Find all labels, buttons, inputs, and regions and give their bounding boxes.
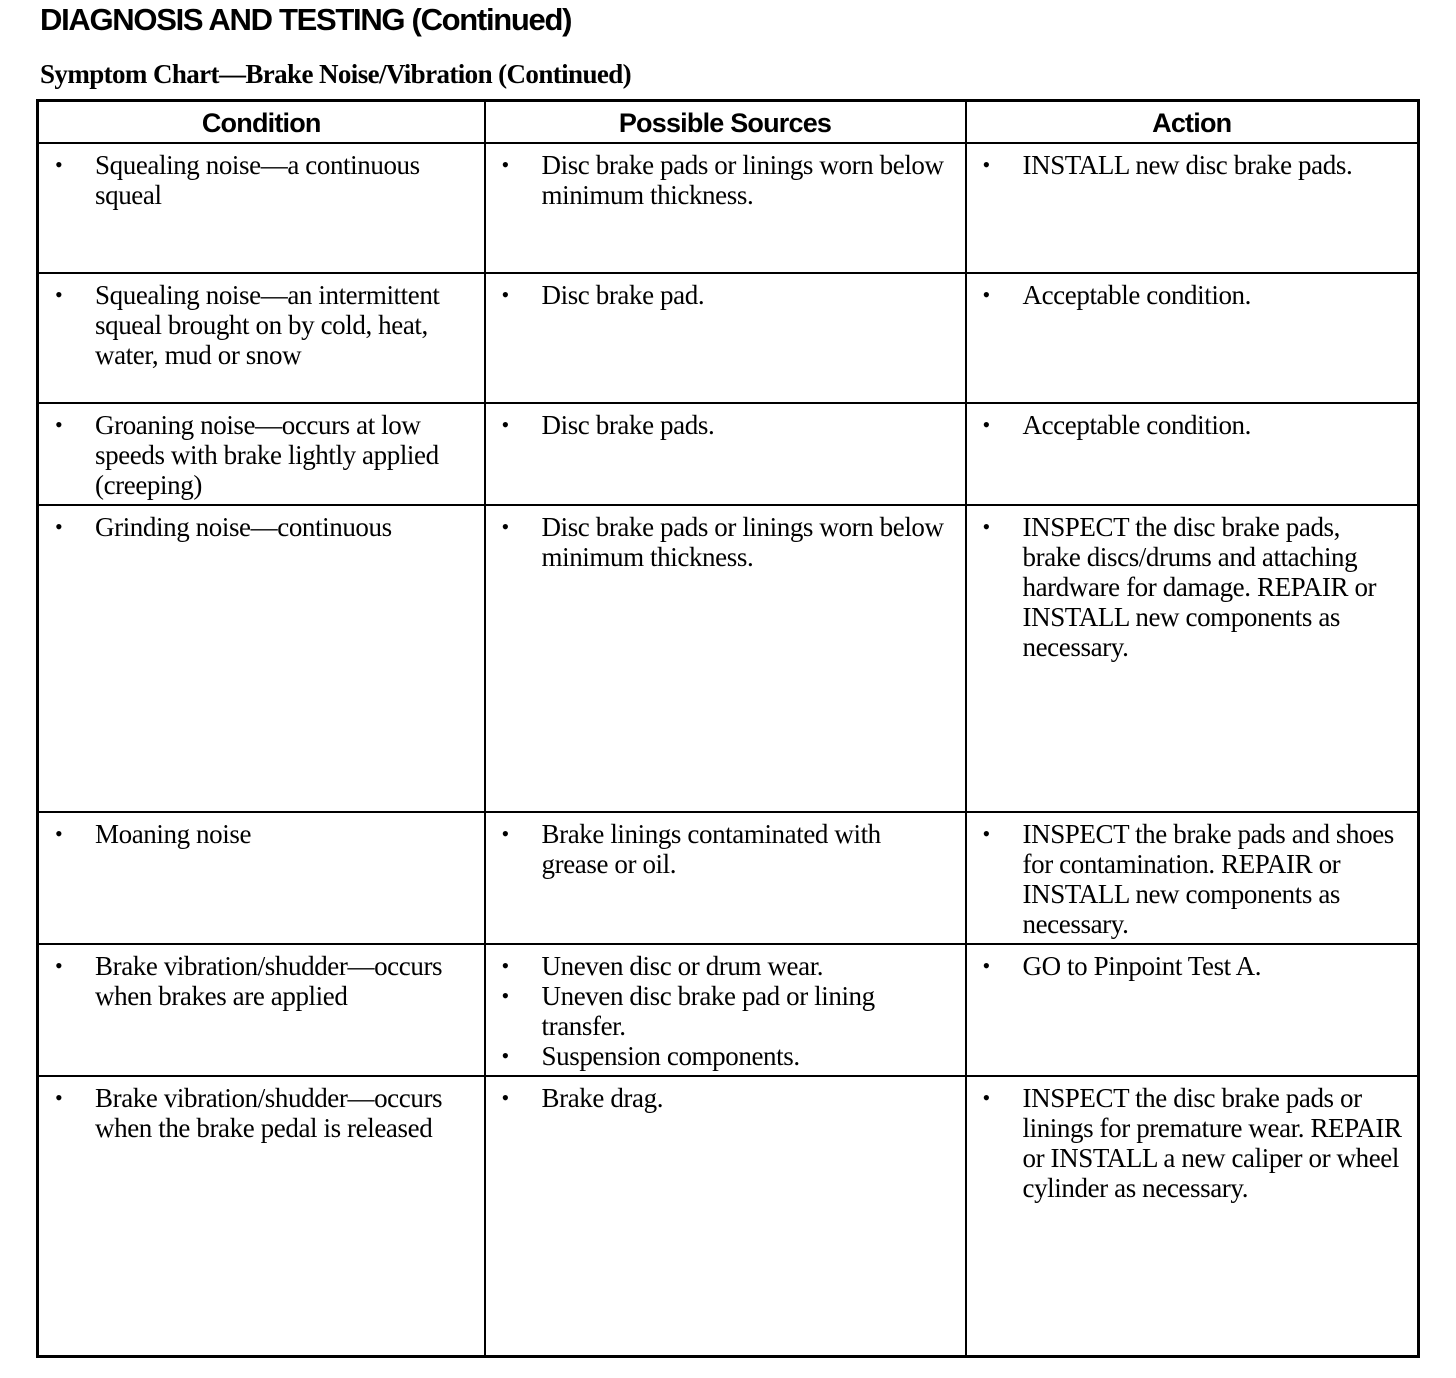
cell-possible-sources <box>485 505 966 812</box>
cell-possible-sources <box>485 812 966 944</box>
cell-possible-sources <box>485 1076 966 1356</box>
bullet-list <box>979 150 1404 180</box>
bullet-list <box>51 512 470 542</box>
bullet-item: • Suspension components. <box>498 1041 951 1071</box>
bullet-list <box>498 410 951 440</box>
cell-condition <box>38 143 485 273</box>
cell-possible-sources <box>485 273 966 403</box>
table-row <box>38 944 1419 1076</box>
bullet-item: • Moaning noise <box>51 819 470 849</box>
bullet-item: • Grinding noise—continuous <box>51 512 470 542</box>
table-row <box>38 1076 1419 1356</box>
cell-condition <box>38 505 485 812</box>
bullet-list <box>498 819 951 879</box>
bullet-item: • INSPECT the disc brake pads or linings for premature wear. REPAIR or INSTALL a new caliper or wheel cylinder as necessary. <box>979 1083 1404 1203</box>
cell-action <box>966 273 1419 403</box>
cell-possible-sources <box>485 944 966 1076</box>
bullet-item: • Uneven disc brake pad or lining transfer. <box>498 981 951 1041</box>
bullet-list <box>498 150 951 210</box>
cell-action <box>966 143 1419 273</box>
cell-action <box>966 505 1419 812</box>
bullet-list <box>498 512 951 572</box>
bullet-list <box>979 280 1404 310</box>
bullet-list <box>498 280 951 310</box>
bullet-item: • Brake vibration/shudder—occurs when brakes are applied <box>51 951 470 1011</box>
bullet-list <box>51 1083 470 1143</box>
bullet-list <box>51 280 470 370</box>
bullet-item: • Groaning noise—occurs at low speeds with brake lightly applied (creeping) <box>51 410 470 500</box>
bullet-item: • INSTALL new disc brake pads. <box>979 150 1404 180</box>
bullet-list <box>498 1083 951 1113</box>
cell-possible-sources <box>485 143 966 273</box>
table-row <box>38 812 1419 944</box>
bullet-list <box>51 150 470 210</box>
bullet-item: • Disc brake pads or linings worn below minimum thickness. <box>498 150 951 210</box>
cell-action <box>966 403 1419 505</box>
cell-condition <box>38 1076 485 1356</box>
bullet-item: • INSPECT the disc brake pads, brake discs/drums and attaching hardware for damage. REPAIR or INSTALL new components as necessary. <box>979 512 1404 662</box>
table-row <box>38 403 1419 505</box>
table-row <box>38 505 1419 812</box>
column-header-possible-sources: Possible Sources <box>485 101 966 144</box>
bullet-item: • Acceptable condition. <box>979 410 1404 440</box>
bullet-item: • Disc brake pads. <box>498 410 951 440</box>
cell-condition <box>38 403 485 505</box>
column-header-action: Action <box>966 101 1419 144</box>
cell-action <box>966 1076 1419 1356</box>
bullet-item: • Disc brake pads or linings worn below minimum thickness. <box>498 512 951 572</box>
bullet-list <box>979 512 1404 662</box>
bullet-list <box>51 819 470 849</box>
bullet-item: • INSPECT the brake pads and shoes for contamination. REPAIR or INSTALL new components as necessary. <box>979 819 1404 939</box>
bullet-item: • Squealing noise—a continuous squeal <box>51 150 470 210</box>
cell-action <box>966 944 1419 1076</box>
column-header-condition: Condition <box>38 101 485 144</box>
bullet-list <box>51 410 470 500</box>
page-heading: DIAGNOSIS AND TESTING (Continued) <box>40 2 572 37</box>
cell-condition <box>38 944 485 1076</box>
table-row <box>38 143 1419 273</box>
cell-condition <box>38 812 485 944</box>
header-row <box>38 101 1419 144</box>
bullet-list <box>979 410 1404 440</box>
bullet-item: • Brake linings contaminated with grease or oil. <box>498 819 951 879</box>
chart-title: Symptom Chart—Brake Noise/Vibration (Continued) <box>40 59 632 89</box>
cell-possible-sources <box>485 403 966 505</box>
bullet-item: • Squealing noise—an intermittent squeal brought on by cold, heat, water, mud or snow <box>51 280 470 370</box>
table-body <box>38 143 1419 1356</box>
bullet-item: • Acceptable condition. <box>979 280 1404 310</box>
bullet-list <box>979 951 1404 981</box>
bullet-list <box>979 1083 1404 1203</box>
bullet-item: • Brake drag. <box>498 1083 951 1113</box>
bullet-list <box>51 951 470 1011</box>
cell-condition <box>38 273 485 403</box>
bullet-list <box>979 819 1404 939</box>
bullet-item: • Disc brake pad. <box>498 280 951 310</box>
bullet-list <box>498 951 951 1071</box>
table-row <box>38 273 1419 403</box>
bullet-item: • Brake vibration/shudder—occurs when the brake pedal is released <box>51 1083 470 1143</box>
symptom-table <box>36 99 1420 1358</box>
bullet-item: • GO to Pinpoint Test A. <box>979 951 1404 981</box>
bullet-item: • Uneven disc or drum wear. <box>498 951 951 981</box>
cell-action <box>966 812 1419 944</box>
